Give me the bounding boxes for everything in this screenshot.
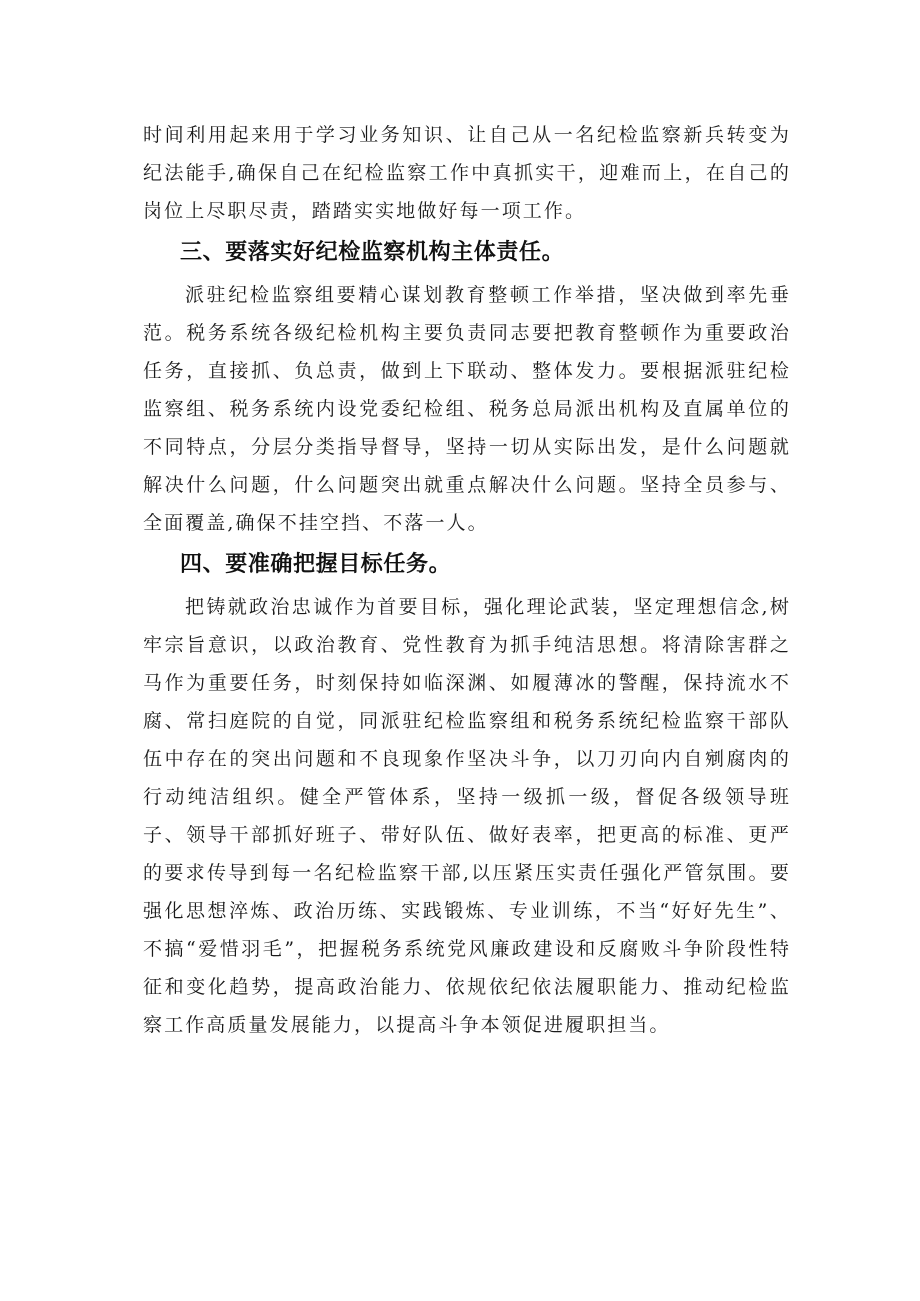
paragraph-section-3: 派驻纪检监察组要精心谋划教育整顿工作举措，坚决做到率先垂范。税务系统各级纪检机构主要负责同志要把教育整顿作为重要政治任务，直接抓、负总责，做到上下联动、整体发力。要根据派驻纪检监察组、税务系统内设党委纪检组、税务总局派出机构及直属单位的不同特点，分层分类指导督导，坚持一切从实际出发，是什么问题就解决什么问题，什么问题突出就重点解决什么问题。坚持全员参与、全面覆盖,确保不挂空挡、不落一人。 — [143, 284, 791, 534]
document-body — [143, 116, 791, 1044]
paragraph-continuation: 时间利用起来用于学习业务知识、让自己从一名纪检监察新兵转变为纪法能手,确保自己在纪检监察工作中真抓实干，迎难而上，在自己的岗位上尽职尽责，踏踏实实地做好每一项工作。 — [143, 124, 791, 222]
paragraph-section-4: 把铸就政治忠诚作为首要目标，强化理论武装，坚定理想信念,树牢宗旨意识，以政治教育、党性教育为抓手纯洁思想。将清除害群之马作为重要任务，时刻保持如临深渊、如履薄冰的警醒，保持流水不腐、常扫庭院的自觉，同派驻纪检监察组和税务系统纪检监察干部队伍中存在的突出问题和不良现象作坚决斗争，以刀刃向内自剜腐肉的行动纯洁组织。健全严管体系，坚持一级抓一级，督促各级领导班子、领导干部抓好班子、带好队伍、做好表率，把更高的标准、更严的要求传导到每一名纪检监察干部,以压紧压实责任强化严管氛围。要强化思想淬炼、政治历练、实践锻炼、专业训练，不当“好好先生”、不搞“爱惜羽毛”，把握税务系统党风廉政建设和反腐败斗争阶段性特征和变化趋势，提高政治能力、依规依纪依法履职能力、推动纪检监察工作高质量发展能力，以提高斗争本领促进履职担当。 — [143, 596, 791, 1036]
section-heading-4: 四、要准确把握目标任务。 — [180, 552, 452, 577]
section-heading-3: 三、要落实好纪检监察机构主体责任。 — [180, 240, 565, 265]
